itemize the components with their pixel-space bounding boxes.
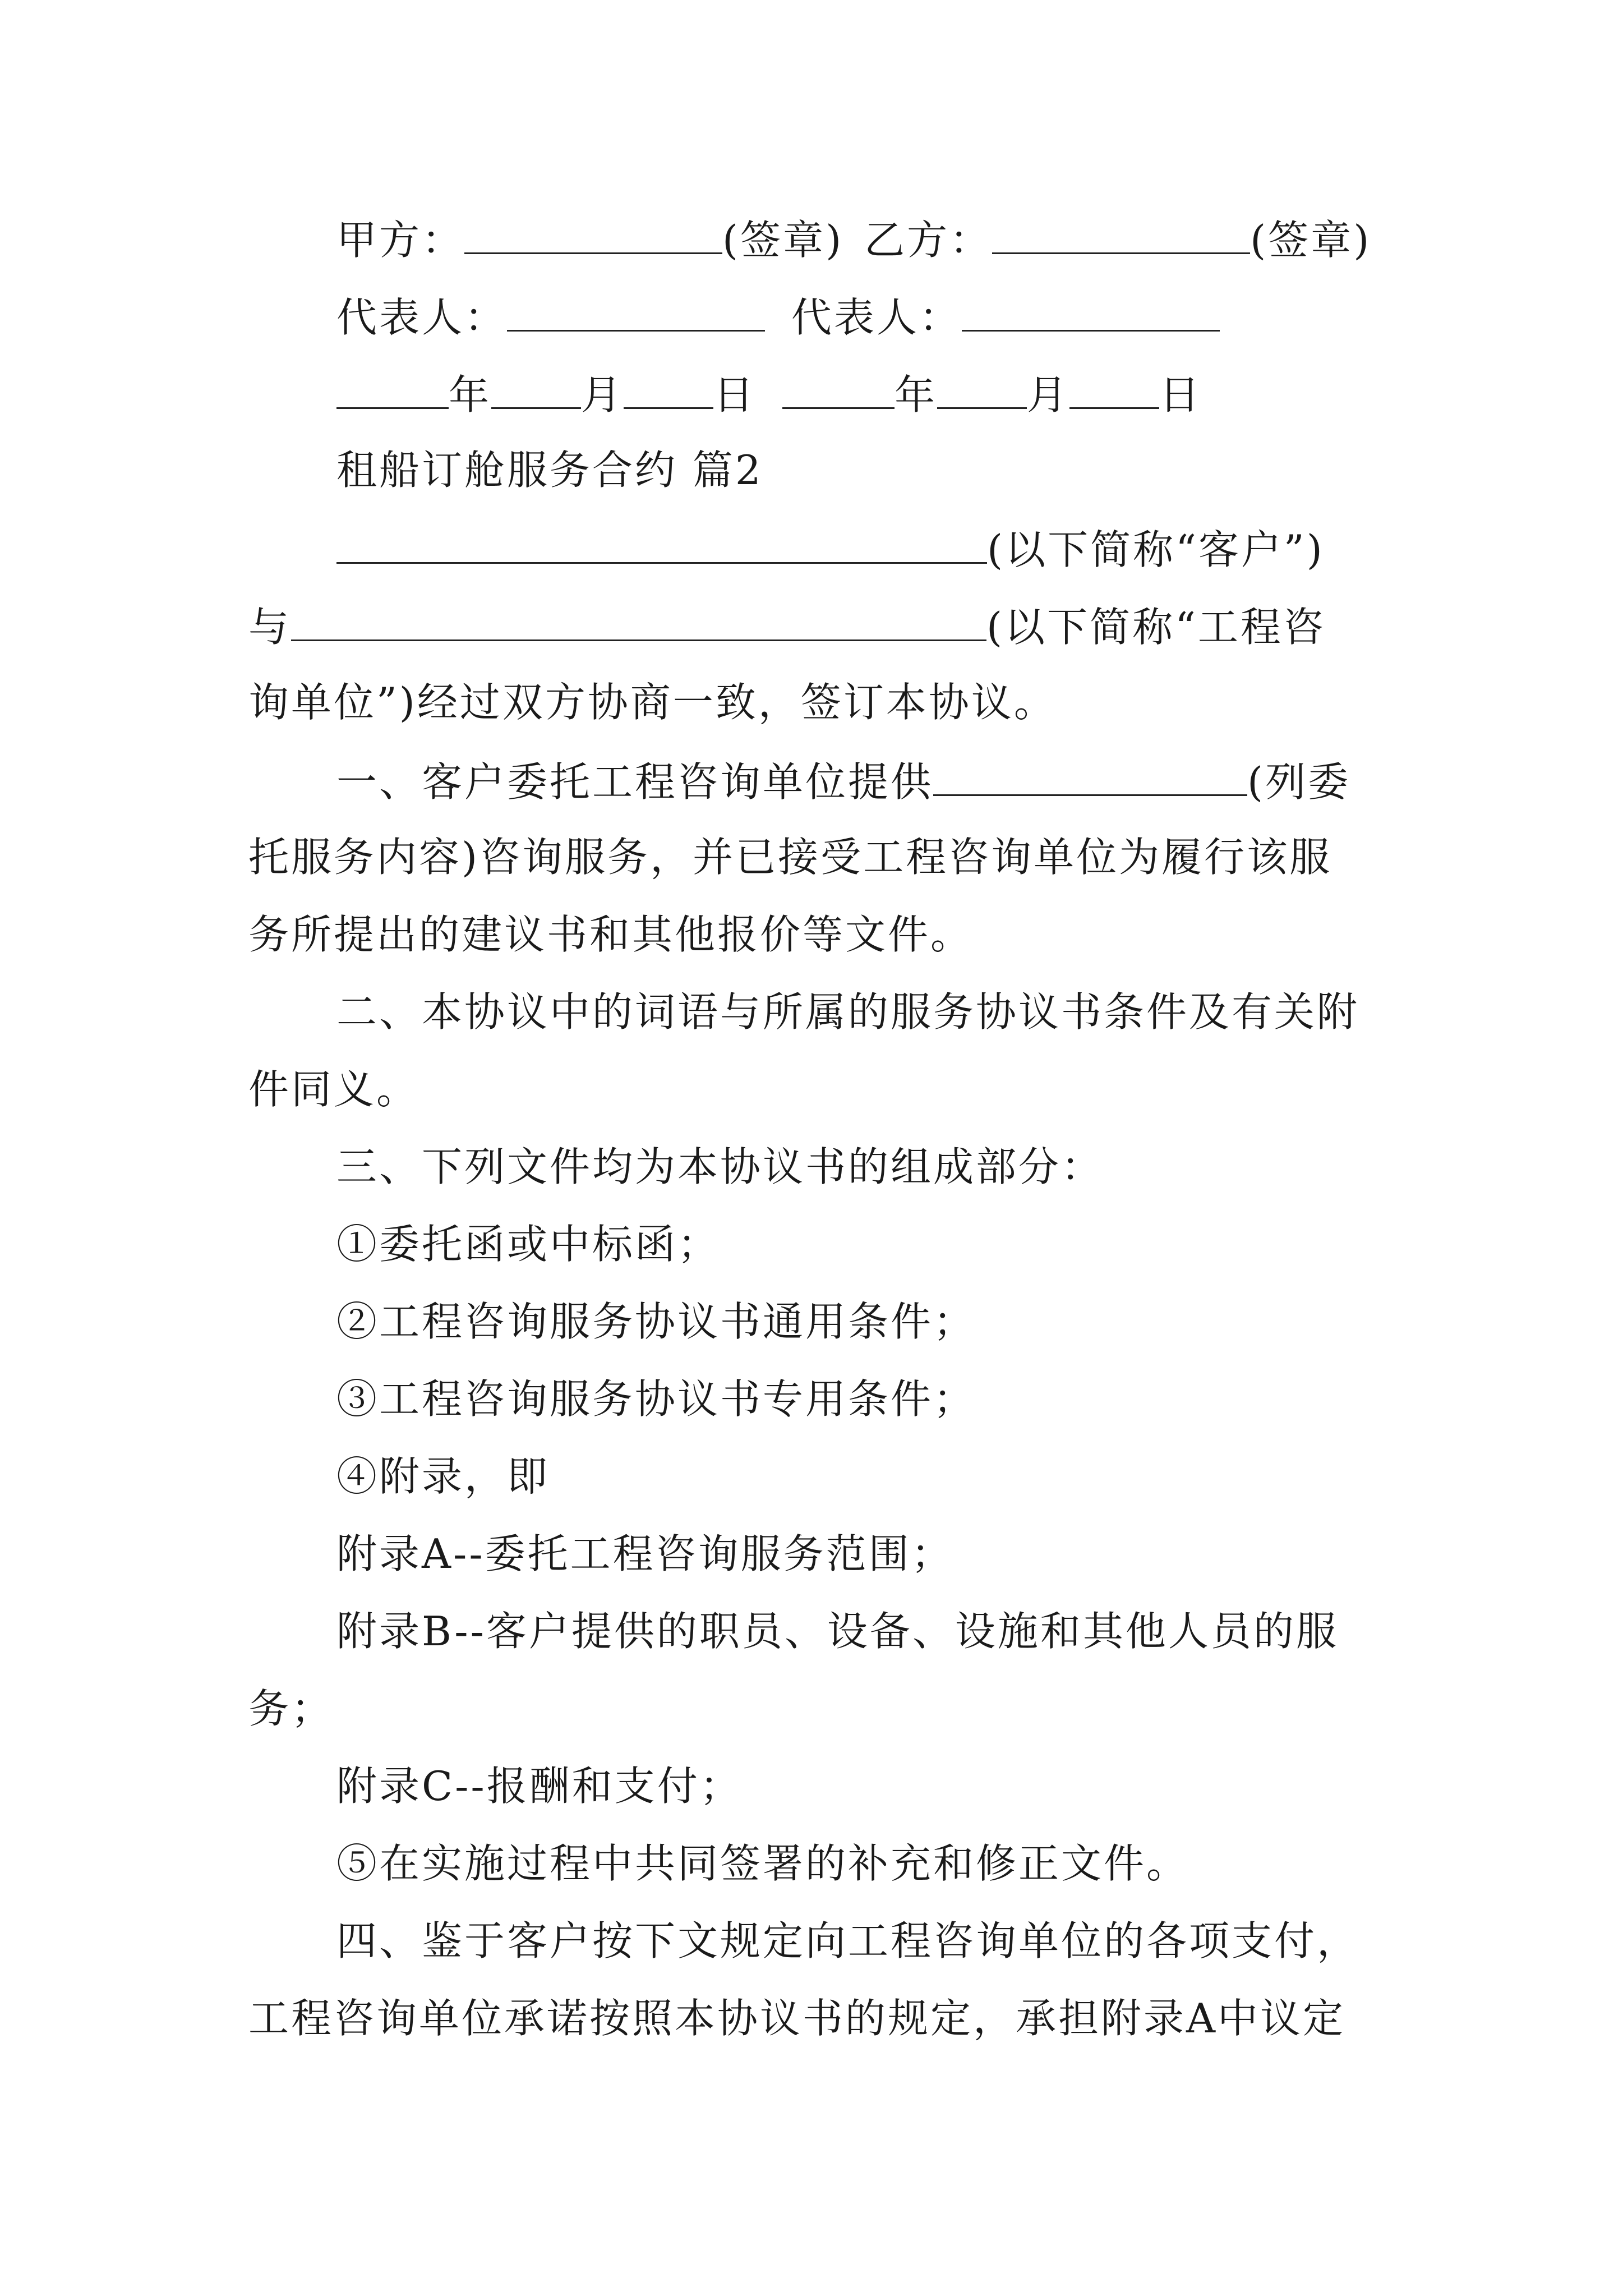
clause-1-line-1 (336, 758, 1351, 806)
signature-parties-row (336, 217, 1372, 264)
party-a-blank (464, 218, 722, 254)
list-item-5: ⑤在实施过程中共同签署的补充和修正文件。 (336, 1840, 1189, 1887)
party-b-rep-label: 代表人： (791, 294, 962, 341)
party-a-day-label: 日 (713, 371, 757, 418)
appendix-a: 附录A--委托工程咨询服务范围； (336, 1530, 954, 1577)
clause-1-line-3: 务所提出的建议书和其他报价等文件。 (248, 911, 974, 958)
party-b-rep-blank (962, 295, 1220, 332)
clause-1-text-b: (列委 (1247, 758, 1351, 806)
party-a-rep-label: 代表人： (336, 294, 508, 341)
intro-consultant-line (248, 604, 1326, 651)
party-b-seal-label: (签章) (1250, 217, 1372, 264)
party-b-day-label: 日 (1159, 371, 1202, 418)
service-content-blank (933, 760, 1247, 796)
appendix-c: 附录C--报酬和支付； (336, 1763, 743, 1810)
party-b-month-blank (937, 372, 1027, 409)
party-a-month-label: 月 (581, 371, 624, 418)
client-suffix: (以下简称“客户”) (987, 526, 1325, 573)
signature-dates-row (336, 371, 1202, 418)
party-a-label: 甲方： (336, 217, 465, 264)
clause-2-line-1: 二、本协议中的词语与所属的服务协议书条件及有关附 (336, 988, 1360, 1036)
list-item-4: ④附录，即 (336, 1453, 550, 1500)
party-a-rep-blank (507, 295, 765, 332)
list-item-1: ①委托函或中标函； (336, 1221, 721, 1268)
party-a-year-blank (336, 372, 449, 409)
consultant-name-blank (291, 605, 986, 641)
list-item-2: ②工程咨询服务协议书通用条件； (336, 1298, 976, 1345)
with-prefix: 与 (248, 604, 292, 651)
party-b-blank (992, 218, 1250, 254)
appendix-b-line-1: 附录B--客户提供的职员、设备、设施和其他人员的服 (336, 1608, 1339, 1655)
appendix-b-line-2: 务； (248, 1685, 334, 1732)
party-a-seal-label: (签章) (722, 217, 844, 264)
party-b-label: 乙方： (864, 217, 993, 264)
party-a-year-label: 年 (449, 371, 492, 418)
clause-4-line-1: 四、鉴于客户按下文规定向工程咨询单位的各项支付， (336, 1917, 1360, 1964)
intro-client-line (336, 526, 1325, 573)
clause-1-line-2: 托服务内容)咨询服务，并已接受工程咨询单位为履行该服 (248, 834, 1332, 881)
list-item-3: ③工程咨询服务协议书专用条件； (336, 1375, 976, 1423)
party-b-day-blank (1069, 372, 1159, 409)
clause-4-line-2: 工程咨询单位承诺按照本协议书的规定，承担附录A中议定 (248, 1995, 1345, 2042)
party-a-day-blank (624, 372, 713, 409)
consultant-suffix: (以下简称“工程咨 (986, 604, 1326, 651)
client-name-blank (336, 527, 987, 564)
party-a-month-blank (491, 372, 581, 409)
clause-2-line-2: 件同义。 (248, 1066, 419, 1113)
party-b-year-blank (782, 372, 895, 409)
clause-3-line-1: 三、下列文件均为本协议书的组成部分： (336, 1143, 1104, 1190)
party-b-month-label: 月 (1026, 371, 1069, 418)
section-title: 租船订舱服务合约 篇2 (336, 447, 763, 494)
clause-1-text-a: 一、客户委托工程咨询单位提供 (336, 758, 934, 806)
party-b-year-label: 年 (894, 371, 937, 418)
signature-reps-row (336, 294, 1220, 341)
intro-consultant-line-2: 询单位”)经过双方协商一致，签订本协议。 (248, 679, 1057, 726)
